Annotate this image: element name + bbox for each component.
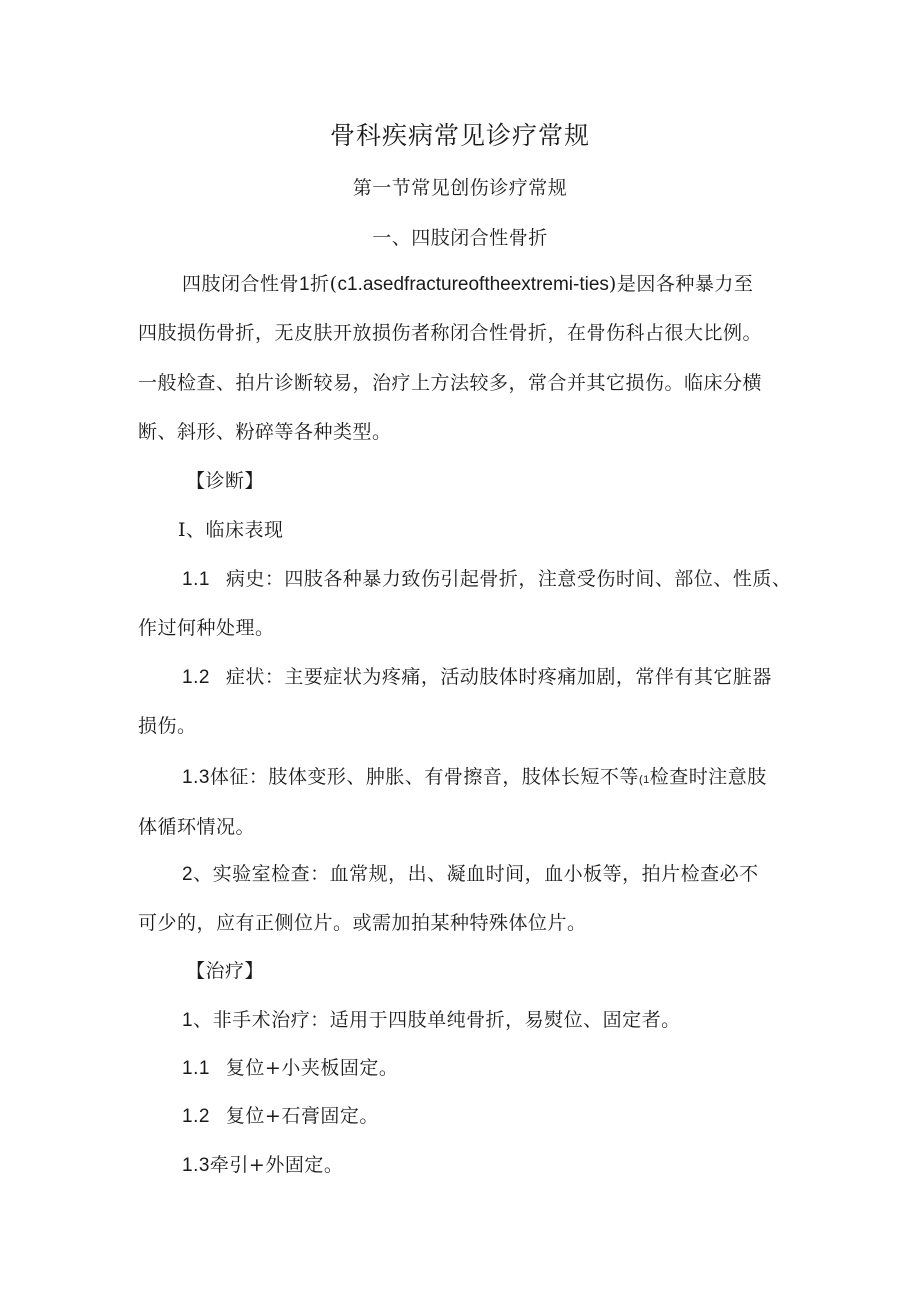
clinical-heading: I、临床表现 xyxy=(178,519,284,541)
sign-text-b: 检查时注意肢 xyxy=(649,766,767,788)
history-line xyxy=(182,567,791,592)
diagnosis-heading: 【诊断】 xyxy=(186,470,265,492)
sign-continuation: 体循环情况。 xyxy=(138,816,256,838)
section-title: 第一节常见创伤诊疗常规 xyxy=(352,177,568,199)
intro-line-4: 断、斜形、粉碎等各种类型。 xyxy=(138,421,392,443)
treatment-item-1 xyxy=(182,1056,398,1081)
intro-english-term: c1.asedfractureoftheextremi-ties xyxy=(337,274,609,295)
treatment-item-3 xyxy=(182,1153,343,1178)
intro-text-c: 折( xyxy=(310,273,338,295)
item2-text: 复位+石膏固定。 xyxy=(225,1105,379,1127)
document-title: 骨科疾病常见诊疗常规 xyxy=(329,121,590,150)
lab-text: 、实验室检查：血常规，出、凝血时间，血小板等，拍片检查必不 xyxy=(193,863,759,885)
intro-text-e: )是因各种暴力至 xyxy=(608,273,754,295)
item1-num: 1.1 xyxy=(182,1058,210,1079)
nonsurgical-line xyxy=(182,1008,681,1033)
intro-text-b: 1 xyxy=(299,274,311,295)
history-continuation: 作过何种处理。 xyxy=(138,617,275,639)
item1-text: 复位+小夹板固定。 xyxy=(225,1057,399,1079)
item3-text: 牵引+外固定。 xyxy=(209,1154,344,1176)
lab-num: 2 xyxy=(182,864,194,885)
sign-num: 1.3 xyxy=(182,767,210,788)
symptom-text: 症状：主要症状为疼痛，活动肢体时疼痛加剧，常伴有其它脏器 xyxy=(225,666,772,688)
history-num: 1.1 xyxy=(182,569,210,590)
intro-line-2: 四肢损伤骨折，无皮肤开放损伤者称闭合性骨折，在骨伤科占很大比例。 xyxy=(138,322,763,344)
nonsurgical-text: 、非手术治疗：适用于四肢单纯骨折，易熨位、固定者。 xyxy=(193,1009,681,1031)
treatment-heading: 【治疗】 xyxy=(186,960,265,982)
lab-continuation: 可少的，应有正侧位片。或需加拍某种特殊体位片。 xyxy=(138,912,587,934)
nonsurgical-num: 1 xyxy=(182,1010,194,1031)
symptom-line xyxy=(182,665,772,690)
sign-text-a: 体征：肢体变形、肿胀、有骨擦音，肢体长短不等 xyxy=(209,766,639,788)
symptom-continuation: 损伤。 xyxy=(138,715,197,737)
item3-num: 1.3 xyxy=(182,1155,210,1176)
sign-line xyxy=(182,765,767,792)
lab-line xyxy=(182,862,759,887)
history-text: 病史：四肢各种暴力致伤引起骨折，注意受伤时间、部位、性质、 xyxy=(225,568,792,590)
item2-num: 1.2 xyxy=(182,1106,210,1127)
intro-text-a: 四肢闭合性骨 xyxy=(182,273,300,295)
treatment-item-2 xyxy=(182,1104,379,1129)
sign-small-mark: (1 xyxy=(638,774,650,786)
symptom-num: 1.2 xyxy=(182,667,210,688)
subsection-title: 一、四肢闭合性骨折 xyxy=(372,227,548,249)
intro-line-3: 一般检查、拍片诊断较易，治疗上方法较多，常合并其它损伤。临床分横 xyxy=(138,372,763,394)
intro-line-1 xyxy=(182,272,753,297)
